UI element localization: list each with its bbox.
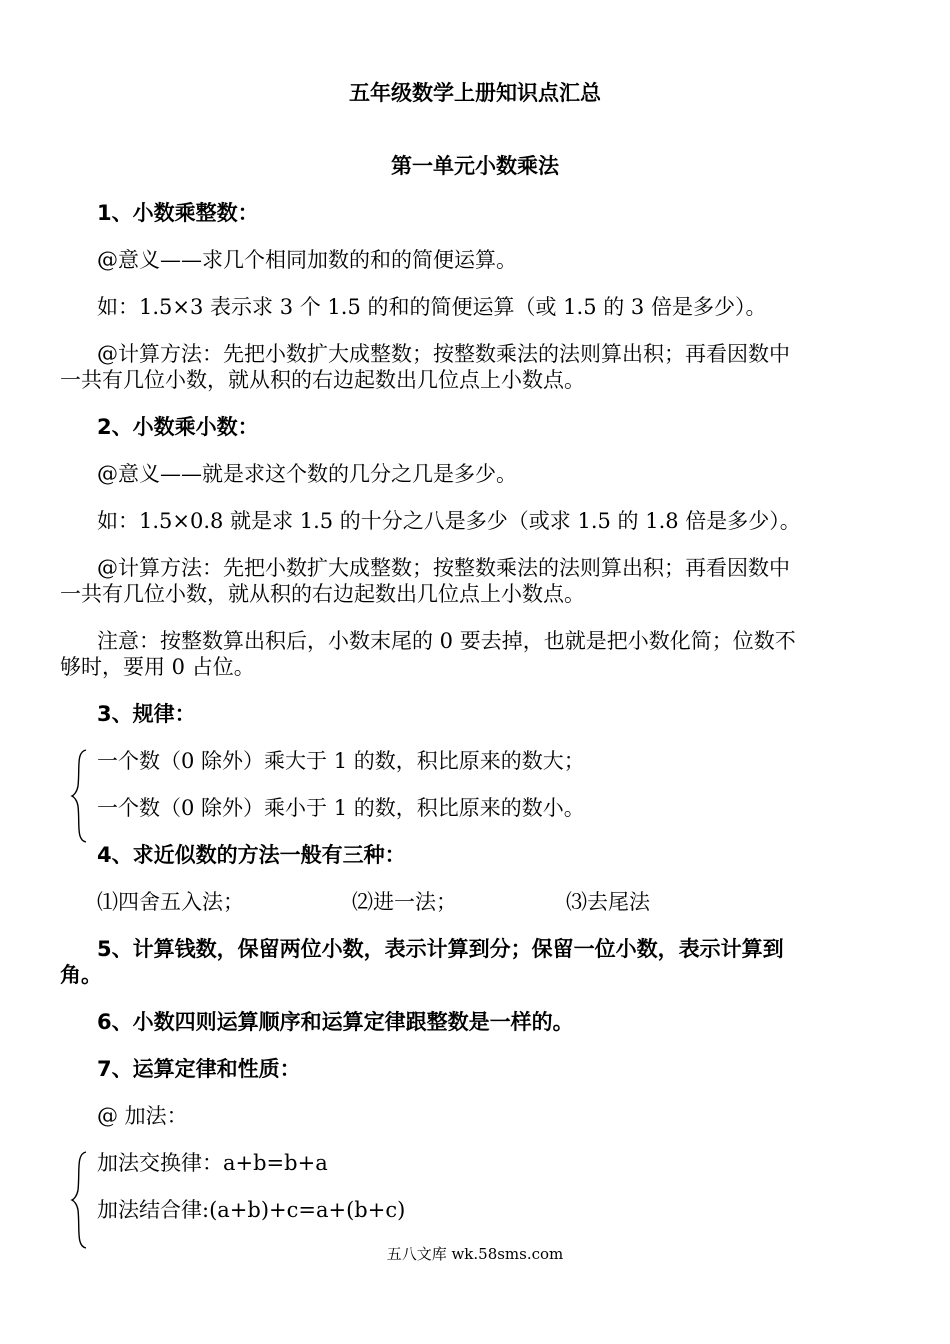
section-2-meaning: @意义——就是求这个数的几分之几是多少。 <box>97 462 517 486</box>
section-5-line1: 5、计算钱数，保留两位小数，表示计算到分；保留一位小数，表示计算到 <box>97 937 784 961</box>
section-5-line2: 角。 <box>60 963 102 987</box>
section-2-method-line2: 一共有几位小数，就从积的右边起数出几位点上小数点。 <box>60 582 585 606</box>
rule-2: 一个数（0 除外）乘小于 1 的数，积比原来的数小。 <box>97 796 585 820</box>
section-7-heading: 7、运算定律和性质： <box>97 1057 301 1081</box>
unit-title: 第一单元小数乘法 <box>391 154 559 178</box>
rounding-method-2: ⑵进一法； <box>352 890 457 914</box>
section-2-example: 如：1.5×0.8 就是求 1.5 的十分之八是多少（或求 1.5 的 1.8 倍是多少）。 <box>97 509 801 533</box>
section-1-example: 如：1.5×3 表示求 3 个 1.5 的和的简便运算（或 1.5 的 3 倍是多少）。 <box>97 295 767 319</box>
addition-associative-law: 加法结合律:(a+b)+c=a+(b+c) <box>97 1198 406 1222</box>
rounding-method-3: ⑶去尾法 <box>566 890 650 914</box>
section-2-method-line1: @计算方法：先把小数扩大成整数；按整数乘法的法则算出积；再看因数中 <box>97 556 790 580</box>
section-4-heading: 4、求近似数的方法一般有三种： <box>97 843 406 867</box>
section-2-note-line1: 注意：按整数算出积后，小数末尾的 0 要去掉，也就是把小数化简；位数不 <box>97 629 796 653</box>
footer: 五八文库 wk.58sms.com <box>386 1245 564 1263</box>
section-1-heading: 1、小数乘整数： <box>97 201 259 225</box>
rounding-method-1: ⑴四舍五入法； <box>97 890 244 914</box>
rule-brace <box>70 748 90 844</box>
addition-commutative-law: 加法交换律：a+b=b+a <box>97 1151 328 1175</box>
document-title: 五年级数学上册知识点汇总 <box>349 81 601 105</box>
law-brace <box>70 1150 90 1250</box>
section-3-heading: 3、规律： <box>97 702 196 726</box>
section-1-meaning: @意义——求几个相同加数的和的简便运算。 <box>97 248 517 272</box>
rule-1: 一个数（0 除外）乘大于 1 的数，积比原来的数大； <box>97 749 585 773</box>
addition-label: @ 加法： <box>97 1104 188 1128</box>
section-2-note-line2: 够时，要用 0 占位。 <box>60 655 255 679</box>
section-1-method-line2: 一共有几位小数，就从积的右边起数出几位点上小数点。 <box>60 368 585 392</box>
section-6: 6、小数四则运算顺序和运算定律跟整数是一样的。 <box>97 1010 574 1034</box>
section-2-heading: 2、小数乘小数： <box>97 415 259 439</box>
section-1-method-line1: @计算方法：先把小数扩大成整数；按整数乘法的法则算出积；再看因数中 <box>97 342 790 366</box>
